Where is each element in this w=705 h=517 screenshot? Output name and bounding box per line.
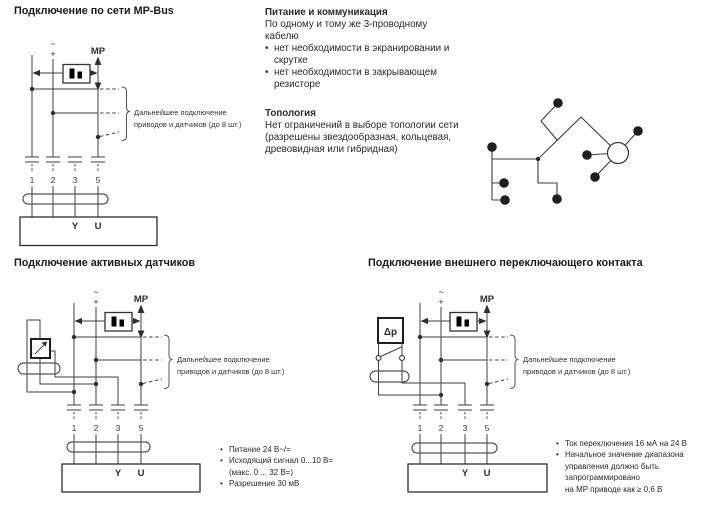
bullet-text-cont: скрутке — [274, 55, 308, 66]
arrow-right — [479, 318, 487, 324]
ac-symbol: ~ — [93, 287, 99, 297]
note-text: Разрешение 30 мВ — [229, 479, 300, 489]
junction-dot — [96, 135, 100, 139]
actuator-box — [20, 217, 157, 246]
bullet-marker: • — [220, 445, 223, 454]
mp-label: MP — [479, 294, 495, 305]
sensor-cable-sleeve — [18, 363, 60, 374]
bullet-item — [265, 43, 449, 55]
bus-extension-dashes — [143, 337, 162, 384]
network-node — [582, 150, 592, 160]
arrow-left — [421, 318, 429, 324]
arrow-left — [33, 70, 41, 76]
terminal-u-label: U — [483, 468, 491, 479]
mp-label: MP — [90, 46, 106, 57]
further-connection-label: Дальнейшее подключение — [134, 108, 227, 117]
network-hub — [608, 143, 629, 164]
terminal-number-1: 1 — [417, 423, 423, 433]
note-item — [556, 449, 687, 460]
junction-dot — [94, 358, 98, 362]
switch-lever — [381, 347, 402, 357]
topology-heading: Топология — [265, 108, 316, 119]
section3-title: Подключение внешнего переключающего контакта — [368, 257, 643, 269]
ground-icon — [26, 41, 38, 53]
further-connection-label2: приводов и датчиков (до 8 шт.) — [177, 367, 285, 376]
ground-icon — [68, 289, 80, 301]
switch-contact — [376, 356, 381, 361]
note-item — [220, 444, 333, 455]
ac-symbol: ~ — [50, 39, 56, 49]
topology-line: древовидная или гибридная) — [265, 144, 398, 155]
further-connection-label: Дальнейшее подключение — [177, 355, 270, 364]
note-text-cont: управления должно быть — [565, 461, 660, 471]
terminal-number-5: 5 — [95, 175, 101, 185]
power-comm-heading: Питание и коммуникация — [265, 7, 388, 18]
topology-block — [265, 108, 459, 156]
terminal-number-2: 2 — [93, 423, 99, 433]
arrow-right — [133, 318, 141, 324]
note-item — [220, 455, 333, 466]
terminal-ticks — [67, 405, 148, 410]
junction-dot — [94, 382, 98, 386]
note-text-cont: запрограммировано — [565, 473, 641, 483]
note-text: Ток переключения 16 мА на 24 В — [565, 439, 687, 448]
ac-symbol: ~ — [438, 287, 444, 297]
terminal-ticks — [413, 405, 494, 410]
further-connection-label2: приводов и датчиков (до 8 шт.) — [134, 120, 242, 129]
bullet-text: нет необходимости в экранировании и — [274, 43, 450, 54]
plus-symbol: + — [50, 49, 56, 59]
bullet-marker: • — [220, 479, 223, 489]
note-text: Питание 24 В~/= — [229, 445, 291, 454]
network-node — [499, 178, 509, 188]
arrow-right — [90, 70, 98, 76]
network-node — [633, 126, 643, 136]
contact-wire-left — [379, 361, 442, 396]
pulse-signal-icon — [450, 313, 477, 332]
brace — [164, 335, 173, 389]
terminal-number-3: 3 — [72, 175, 78, 185]
contact-wire-right — [402, 361, 465, 406]
junction-dot — [72, 335, 76, 339]
sensor-notes-block — [220, 444, 333, 490]
junction-dot — [72, 390, 76, 394]
mp-label: MP — [133, 294, 149, 305]
bullet-text-cont: резисторе — [274, 79, 321, 90]
network-node — [500, 195, 510, 205]
mp-up-arrow — [484, 305, 491, 314]
actuator-box — [62, 464, 200, 492]
switch-contact — [400, 356, 405, 361]
actuator-box — [408, 464, 547, 492]
brace — [122, 87, 131, 141]
network-node — [553, 98, 563, 108]
bullet-marker: • — [265, 43, 269, 54]
further-connection-label: Дальнейшее подключение — [523, 355, 616, 364]
pulse-signal-icon — [63, 65, 90, 84]
terminal-number-1: 1 — [29, 175, 35, 185]
junction-dot — [51, 111, 55, 115]
cable-sleeve — [412, 443, 497, 453]
network-node — [552, 194, 562, 204]
junction-dot — [485, 382, 489, 386]
bullet-marker: • — [265, 67, 269, 78]
power-comm-line: кабелю — [265, 31, 299, 42]
network-junction — [536, 157, 540, 161]
mp-up-arrow — [95, 57, 102, 66]
note-text-cont: (макс. 0 ... 32 В=) — [229, 467, 294, 477]
bullet-item — [265, 67, 449, 79]
terminal-u-label: U — [137, 468, 145, 479]
further-connection-label2: приводов и датчиков (до 8 шт.) — [523, 367, 631, 376]
topology-line: (разрешены звездообразная, кольцевая, — [265, 132, 452, 143]
arrow-left — [75, 318, 83, 324]
brace — [510, 335, 519, 389]
bullet-marker: • — [556, 439, 559, 448]
pulse-signal-icon — [105, 313, 132, 332]
sensor-wire-power — [40, 358, 96, 384]
terminal-number-2: 2 — [50, 175, 56, 185]
power-comm-block — [265, 7, 449, 91]
ground-icon — [414, 289, 426, 301]
terminal-number-3: 3 — [462, 423, 468, 433]
terminal-y-label: Y — [71, 221, 79, 232]
terminal-y-label: Y — [114, 468, 122, 479]
diagram1-mpbus-schematic — [20, 39, 242, 246]
power-comm-line: По одному и тому же 3-проводному — [265, 19, 428, 30]
topology-network-diagram — [487, 98, 643, 205]
dp-label: Δp — [383, 327, 398, 338]
note-text: Начальное значение диапазона — [565, 450, 684, 460]
switch-leads — [379, 343, 403, 356]
junction-dot — [439, 393, 443, 397]
network-node — [487, 142, 497, 152]
cable-sleeve — [23, 194, 108, 204]
mp-up-arrow — [138, 305, 145, 314]
cable-sleeve — [67, 442, 150, 452]
sensor-wire-signal — [50, 351, 118, 405]
terminal-number-5: 5 — [138, 423, 144, 433]
terminal-u-label: U — [94, 221, 102, 232]
note-item — [220, 478, 333, 489]
junction-dot — [139, 382, 143, 386]
bus-extension-dashes — [100, 89, 119, 137]
plus-symbol: + — [93, 297, 99, 307]
contact-notes-block — [556, 438, 687, 495]
bus-extension-dashes — [489, 337, 508, 384]
terminal-y-label: Y — [461, 468, 469, 479]
bullet-text: нет необходимости в закрывающем — [274, 67, 437, 78]
bullet-marker: • — [220, 456, 223, 466]
section1-title: Подключение по сети MP-Bus — [14, 5, 174, 17]
terminal-number-2: 2 — [438, 423, 444, 433]
contact-cable-sleeve — [370, 371, 409, 382]
plus-symbol: + — [438, 297, 444, 307]
terminal-number-3: 3 — [115, 423, 121, 433]
topology-line: Нет ограничений в выборе топологии сети — [265, 120, 459, 131]
note-text: Исходящий сигнал 0...10 В= — [229, 456, 334, 466]
terminal-number-1: 1 — [71, 423, 77, 433]
terminal-ticks — [25, 157, 105, 162]
junction-dot — [30, 87, 34, 91]
note-text-cont: на MP приводе как ≥ 0,6 В — [565, 484, 663, 494]
junction-dot — [439, 358, 443, 362]
section2-title: Подключение активных датчиков — [14, 257, 195, 269]
network-node — [590, 172, 600, 182]
bullet-marker: • — [556, 450, 559, 460]
terminal-number-5: 5 — [484, 423, 490, 433]
junction-dot — [418, 335, 422, 339]
note-item — [556, 438, 687, 449]
